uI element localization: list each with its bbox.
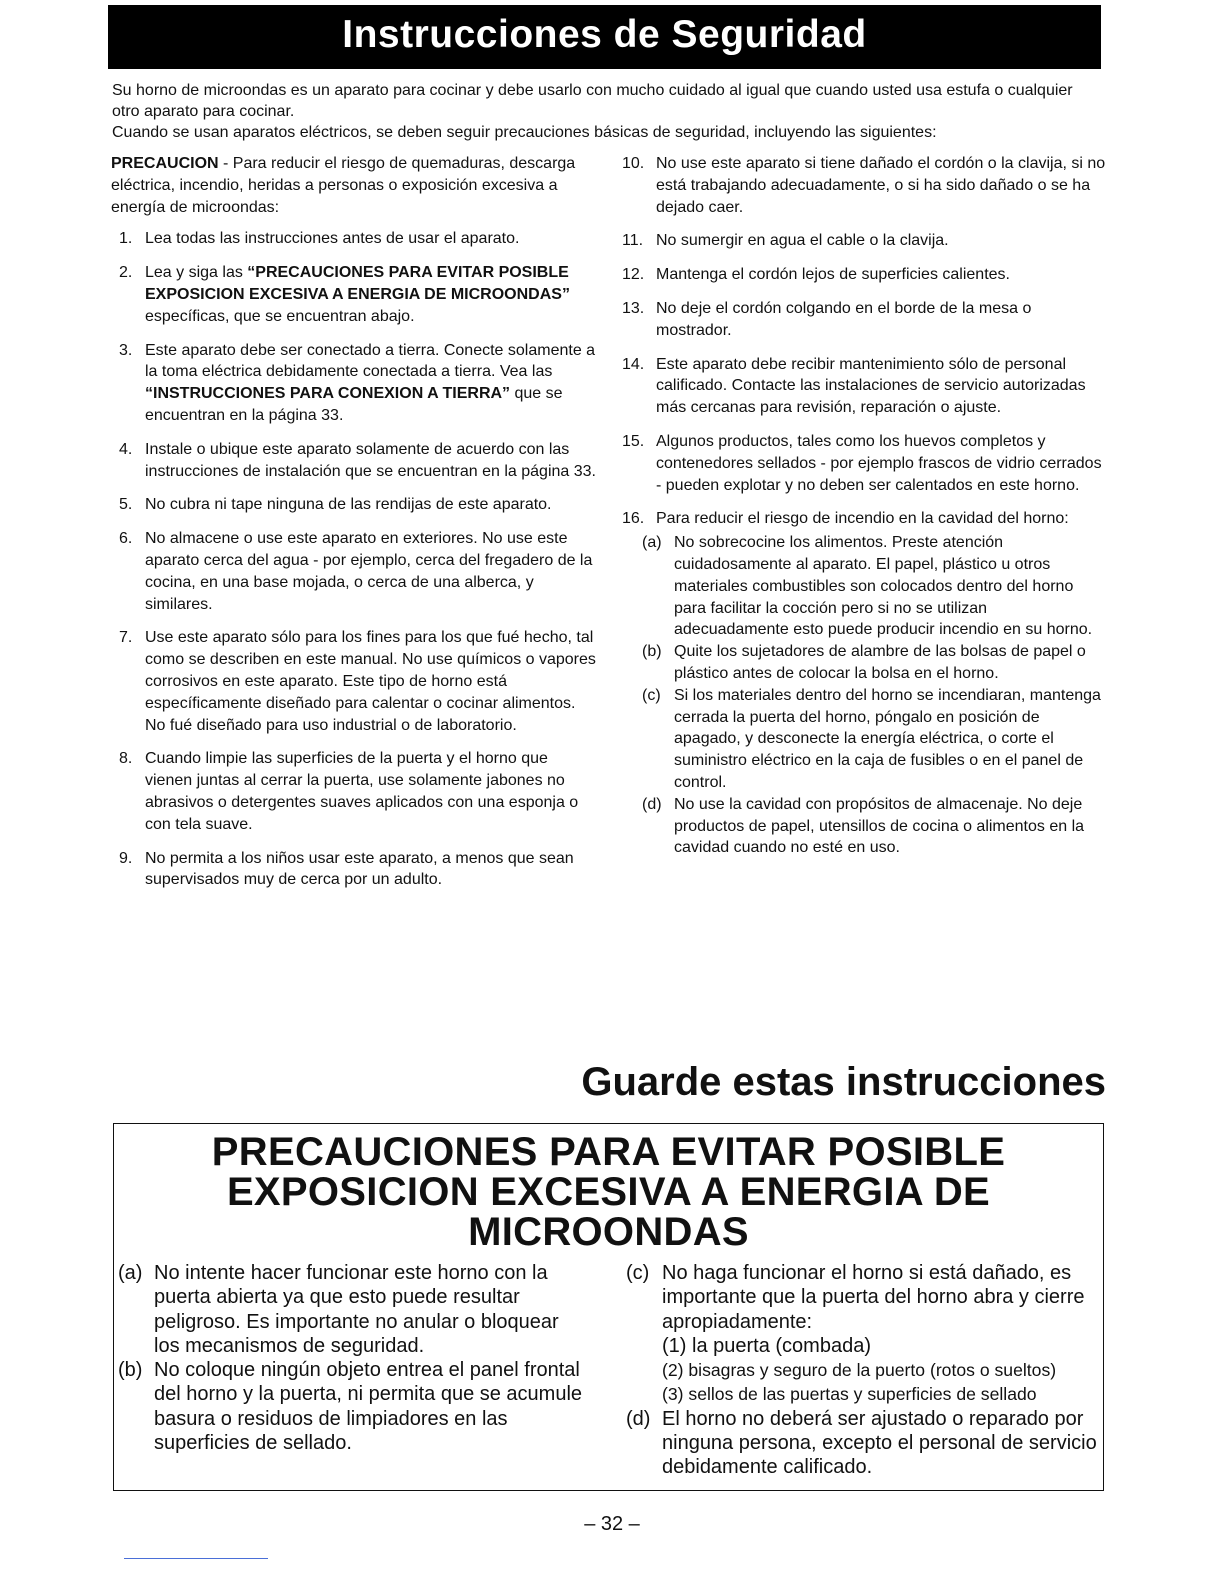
list-item bbox=[111, 494, 597, 516]
box-sub-item-1: (1) la puerta (combada) bbox=[662, 1334, 871, 1357]
item-text: No almacene o use este aparato en exteriores. No use este aparato cerca del agua - por ejemplo, cerca del fregadero de la cocina, en una base mojada, o cerca de una alberca, y similares. bbox=[145, 530, 593, 613]
item-text: específicas, que se encuentran abajo. bbox=[145, 307, 415, 325]
list-item bbox=[111, 262, 597, 327]
item-text: No cubra ni tape ninguna de las rendijas de este aparato. bbox=[145, 496, 552, 514]
item-text: Mantenga el cordón lejos de superficies calientes. bbox=[656, 266, 1010, 284]
item-bold-text: “INSTRUCCIONES PARA CONEXION A TIERRA” bbox=[145, 385, 511, 403]
box-item-text: No haga funcionar el horno si está dañado, es importante que la puerta del horno abra y cierre apropiadamente: bbox=[662, 1262, 1085, 1333]
sub-item-text: No sobrecocine los alimentos. Preste atención cuidadosamente al aparato. El papel, plástico u otros materiales combustibles son colocados dentro del horno para facilitar la cocción pero si no se utilizan adecuadamente esto puede producir incendio en su horno. bbox=[674, 534, 1093, 639]
intro-paragraph-2: Cuando se usan aparatos eléctricos, se deben seguir precauciones básicas de seguridad, incluyendo las siguientes: bbox=[112, 124, 937, 141]
left-column bbox=[111, 153, 597, 903]
item-text: No use este aparato si tiene dañado el cordón o la clavija, si no está trabajando adecuadamente, o si ha sido dañado o se ha dejado caer. bbox=[656, 155, 1106, 216]
item-number: 15. bbox=[622, 432, 645, 450]
sub-item-text: Quite los sujetadores de alambre de las bolsas de papel o plástico antes de colocar la bolsa en el horno. bbox=[674, 643, 1086, 682]
page-title: Instrucciones de Seguridad bbox=[108, 5, 1101, 69]
list-item bbox=[111, 340, 597, 427]
sub-item-label: (a) bbox=[642, 534, 662, 552]
precaucion-text: - Para reducir el riesgo de quemaduras, descarga eléctrica, incendio, heridas a personas o exposición excesiva a energía de microondas: bbox=[111, 155, 576, 216]
item-text: que se encuentran en la página 33. bbox=[145, 385, 563, 424]
item-number: 7. bbox=[119, 629, 133, 647]
list-item bbox=[622, 230, 1106, 252]
list-item bbox=[622, 153, 1106, 218]
item-text: Algunos productos, tales como los huevos completos y contenedores sellados - por ejemplo frascos de vidrio cerrados - pueden explotar y no deben ser calentados en este horno. bbox=[656, 432, 1102, 494]
item-number: 4. bbox=[119, 440, 133, 458]
box-item-b bbox=[118, 1358, 588, 1455]
box-sub-item-3: (3) sellos de las puertas y superficies de sellado bbox=[662, 1384, 1037, 1405]
item-number: 9. bbox=[119, 849, 133, 867]
box-item-label: (d) bbox=[626, 1407, 651, 1430]
list-item bbox=[111, 439, 597, 483]
item-bold-text: “PRECAUCIONES PARA EVITAR POSIBLE EXPOSICION EXCESIVA A ENERGIA DE MICROONDAS” bbox=[145, 264, 570, 303]
sub-item bbox=[622, 685, 1106, 794]
box-sub-item-2: (2) bisagras y seguro de la puerto (rotos o sueltos) bbox=[662, 1360, 1057, 1381]
box-right-column bbox=[626, 1261, 1106, 1480]
item-text: No permita a los niños usar este aparato, a menos que sean supervisados muy de cerca por un adulto. bbox=[145, 849, 574, 889]
item-text: Instale o ubique este aparato solamente de acuerdo con las instrucciones de instalación que se encuentran en la página 33. bbox=[145, 440, 596, 480]
intro bbox=[112, 80, 1102, 143]
item-number: 13. bbox=[622, 299, 645, 317]
sub-item-label: (c) bbox=[642, 686, 661, 704]
page-number: – 32 – bbox=[584, 1513, 640, 1535]
item-number: 12. bbox=[622, 266, 645, 284]
footer-divider bbox=[124, 1558, 268, 1559]
list-item bbox=[622, 431, 1106, 496]
box-title-line-3: MICROONDAS bbox=[468, 1210, 749, 1254]
sub-item bbox=[622, 641, 1106, 685]
item-number: 6. bbox=[119, 530, 133, 548]
list-item bbox=[622, 298, 1106, 342]
box-title bbox=[114, 1132, 1103, 1252]
sub-item-label: (d) bbox=[642, 795, 662, 813]
sub-item bbox=[622, 532, 1106, 641]
intro-paragraph-1: Su horno de microondas es un aparato para cocinar y debe usarlo con mucho cuidado al igual que cuando usted usa estufa o cualquier otro aparato para cocinar. bbox=[112, 82, 1073, 120]
box-item-label: (b) bbox=[118, 1359, 143, 1382]
list-item bbox=[111, 627, 597, 736]
box-item-text: No coloque ningún objeto entrea el panel frontal del horno y la puerta, ni permita que se acumule basura o residuos de limpiadores en las superficies de sellado. bbox=[154, 1359, 583, 1455]
microwave-precautions-box bbox=[113, 1123, 1104, 1491]
box-item-label: (c) bbox=[626, 1262, 650, 1284]
list-item bbox=[622, 354, 1106, 419]
box-item-c bbox=[626, 1261, 1106, 1334]
sub-item bbox=[622, 794, 1106, 859]
list-item bbox=[111, 228, 597, 250]
item-text: Use este aparato sólo para los fines para los que fué hecho, tal como se describen en este manual. No use químicos o vapores corrosivos en este aparato. Este tipo de horno está específicamente diseñado para calentar o cocinar alimentos. No fué diseñado para uso industrial o de laboratorio. bbox=[145, 629, 596, 734]
list-item bbox=[622, 264, 1106, 286]
sub-item-text: No use la cavidad con propósitos de almacenaje. No deje productos de papel, utensillos de cocina o alimentos en la cavidad cuando no esté en uso. bbox=[674, 795, 1085, 857]
box-left-column bbox=[118, 1261, 588, 1455]
sub-item-label: (b) bbox=[642, 643, 662, 661]
box-title-line-1: PRECAUCIONES PARA EVITAR POSIBLE bbox=[211, 1130, 1006, 1174]
sub-item-text: Si los materiales dentro del horno se incendiaran, mantenga cerrada la puerta del horno, póngalo en posición de apagado, y desconecte la energía eléctrica, o corte el suministro eléctrico en la caja de fusibles o en el panel de control. bbox=[674, 686, 1101, 791]
right-column bbox=[622, 153, 1106, 859]
box-item-a bbox=[118, 1261, 588, 1358]
item-number: 5. bbox=[119, 496, 133, 514]
item-number: 10. bbox=[622, 155, 645, 172]
item-number: 8. bbox=[119, 750, 133, 768]
list-item bbox=[111, 748, 597, 835]
item-text: Para reducir el riesgo de incendio en la cavidad del horno: bbox=[656, 510, 1069, 528]
box-item-d bbox=[626, 1407, 1106, 1480]
box-item-label: (a) bbox=[118, 1262, 143, 1284]
item-number: 2. bbox=[119, 264, 133, 282]
box-title-line-2: EXPOSICION EXCESIVA A ENERGIA DE bbox=[226, 1170, 991, 1214]
precaucion-lead bbox=[111, 153, 597, 218]
item-number: 1. bbox=[119, 230, 133, 248]
item-number: 14. bbox=[622, 355, 645, 373]
box-item-text: No intente hacer funcionar este horno con la puerta abierta ya que esto puede resultar peligroso. Es importante no anular o bloquear los mecanismos de seguridad. bbox=[154, 1262, 559, 1357]
item-text: Lea todas las instrucciones antes de usar el aparato. bbox=[145, 230, 520, 248]
item-number: 11. bbox=[622, 232, 644, 250]
item-number: 3. bbox=[119, 341, 133, 359]
save-instructions-heading: Guarde estas instrucciones bbox=[581, 1060, 1106, 1104]
box-item-text: El horno no deberá ser ajustado o reparado por ninguna persona, excepto el personal de servicio debidamente calificado. bbox=[662, 1407, 1097, 1479]
list-item bbox=[111, 528, 597, 615]
item-text: Este aparato debe recibir mantenimiento sólo de personal calificado. Contacte las instalaciones de servicio autorizadas más cercanas para revisión, reparación o ajuste. bbox=[656, 355, 1086, 417]
item-text: No sumergir en agua el cable o la clavija. bbox=[656, 232, 949, 250]
precaucion-label: PRECAUCION bbox=[111, 155, 219, 172]
item-text: No deje el cordón colgando en el borde de la mesa o mostrador. bbox=[656, 299, 1032, 339]
list-item bbox=[111, 848, 597, 892]
item-text: Este aparato debe ser conectado a tierra. Conecte solamente a la toma eléctrica debidamente conectada a tierra. Vea las bbox=[145, 341, 596, 381]
item-text: Cuando limpie las superficies de la puerta y el horno que vienen juntas al cerrar la puerta, use solamente jabones no abrasivos o detergentes suaves aplicados con una esponja o con tela suave. bbox=[145, 750, 579, 833]
list-item bbox=[622, 508, 1106, 530]
item-text: Lea y siga las bbox=[145, 264, 248, 282]
item-number: 16. bbox=[622, 510, 645, 528]
